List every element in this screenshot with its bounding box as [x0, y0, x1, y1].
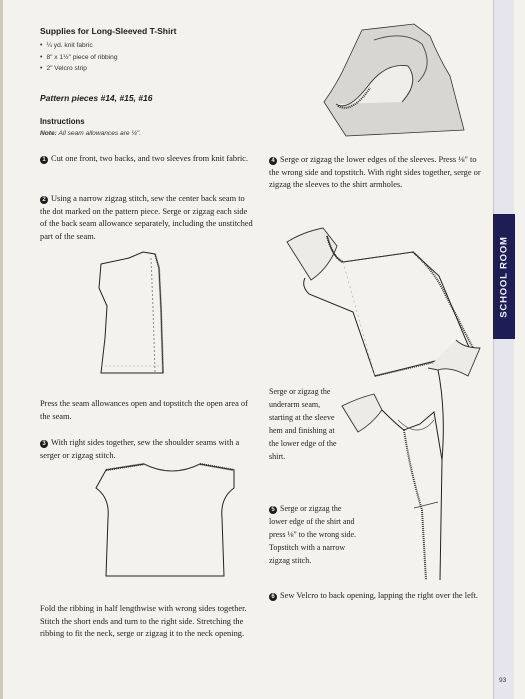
supply-item: • 2" Velcro strip: [40, 63, 117, 75]
step-text: Cut one front, two backs, and two sleeves from knit fabric.: [51, 154, 248, 163]
step-number: 5: [269, 506, 277, 514]
supplies-title: Supplies for Long-Sleeved T-Shirt: [40, 26, 177, 36]
step-text: Serge or zigzag the lower edge of the shirt and press ⅛" to the wrong side. Topstitch with a narrow zigzag stitch.: [269, 504, 357, 565]
supply-item: • ¼ yd. knit fabric: [40, 40, 117, 52]
step-number: 4: [269, 157, 277, 165]
step-number: 3: [40, 440, 48, 448]
step-6: [269, 590, 484, 603]
back-piece-illustration: [95, 248, 175, 380]
page-number: 93: [499, 677, 507, 684]
step-text: With right sides together, sew the shoulder seams with a serger or zigzag stitch.: [40, 438, 240, 460]
supply-item: • 8" x 1½" piece of ribbing: [40, 52, 117, 64]
press-seam-text: Press the seam allowances open and topstitch the open area of the seam.: [40, 399, 248, 421]
note-text: All seam allowances are ¼".: [58, 130, 142, 137]
neck-ribbing-illustration: [318, 22, 468, 144]
sidebar-label: SCHOOL ROOM: [498, 235, 510, 318]
step-4: [269, 154, 485, 192]
note-label: Note:: [40, 130, 57, 137]
step-number: 2: [40, 196, 48, 204]
sidebar-tab: [493, 214, 515, 339]
step-number: 1: [40, 156, 48, 164]
step-number: 6: [269, 593, 277, 601]
step-text: Serge or zigzag the lower edges of the sleeves. Press ⅛" to the wrong side and topstitch. With right sides together, serge or zigzag the sleeves to the shirt armholes.: [269, 155, 481, 190]
step-2: [40, 193, 256, 243]
supplies-list: [40, 40, 117, 75]
ribbing-text: Fold the ribbing in half lengthwise with wrong sides together. Stitch the short ends and turn to the right side. Stretching the ribbing to fit the neck, serge or zigzag it to the neck opening.: [40, 604, 247, 639]
shoulder-seam-illustration: [84, 458, 254, 580]
underarm-text: Serge or zigzag the underarm seam, starting at the sleeve hem and finishing at the lower edge of the shirt.: [269, 387, 337, 461]
instructions-heading: Instructions: [40, 117, 85, 126]
instructions-note: [40, 130, 141, 137]
pattern-pieces: Pattern pieces #14, #15, #16: [40, 93, 153, 103]
step-5: [269, 503, 361, 568]
sidebar-strip: [493, 0, 514, 699]
step-1: [40, 153, 255, 166]
step-text: Using a narrow zigzag stitch, sew the center back seam to the dot marked on the pattern piece. Serge or zigzag each side of the back seam allowance separately, including the unstitched part of the seam.: [40, 194, 253, 241]
step-text: Sew Velcro to back opening, lapping the right over the left.: [280, 591, 479, 600]
page-edge: [0, 0, 3, 699]
